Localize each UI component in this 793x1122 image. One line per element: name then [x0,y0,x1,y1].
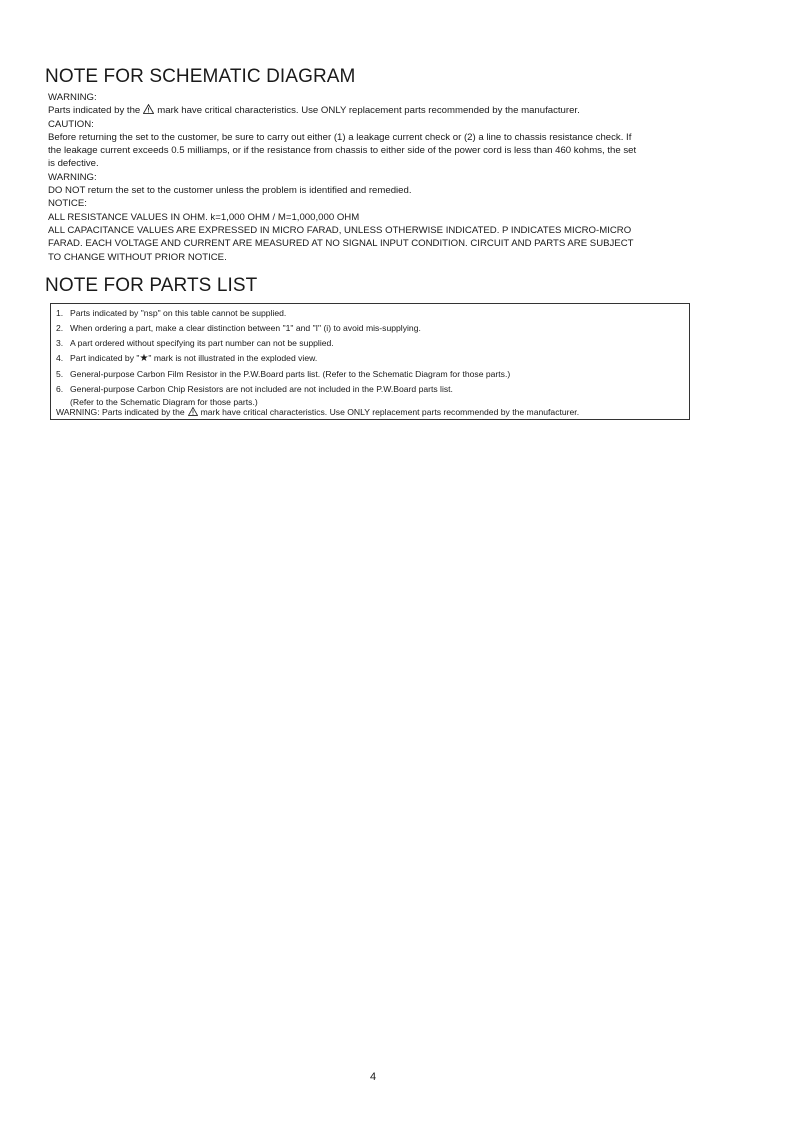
list-item-subtext: (Refer to the Schematic Diagram for those parts.) [70,397,258,408]
warning-text-post: mark have critical characteristics. Use ONLY replacement parts recommended by the manufacturer. [157,105,580,117]
list-item [56,367,510,382]
list-item-number: 1. [56,308,64,318]
list-item-text: A part ordered without specifying its part number can not be supplied. [70,338,334,348]
list-item-number: 4. [56,353,64,363]
parts-notes-heading: NOTE FOR PARTS LIST [45,275,258,296]
parts-notes-box [50,303,690,420]
list-item [56,321,421,336]
caution-text-line: the leakage current exceeds 0.5 milliamps, or if the resistance from chassis to either side of the power cord is less than 460 kohms, the set [48,145,637,157]
list-item-number: 3. [56,338,64,348]
star-icon: ★ [139,353,149,364]
list-item-number: 5. [56,369,64,379]
caution-label: CAUTION: [48,118,94,130]
notice-text-line: ALL RESISTANCE VALUES IN OHM. k=1,000 OHM / M=1,000,000 OHM [48,211,360,223]
warning-text [48,104,708,117]
schematic-notes-heading: NOTE FOR SCHEMATIC DIAGRAM [45,66,356,87]
caution-text-line: is defective. [48,158,99,170]
schematic-notes-body [48,91,708,264]
list-item-text: Parts indicated by "nsp" on this table cannot be supplied. [70,308,287,318]
warning-triangle-icon [188,407,198,416]
list-item-number: 6. [56,384,64,394]
list-item [56,382,453,407]
parts-warning-post: mark have critical characteristics. Use ONLY replacement parts recommended by the manufacturer. [200,407,580,417]
list-item-text: Part indicated by " [70,353,140,363]
list-item-text: When ordering a part, make a clear distinction between "1" and "I" (i) to avoid mis-supplying. [70,323,421,333]
caution-text-line: Before returning the set to the customer, be sure to carry out either (1) a leakage current check or (2) a line to chassis resistance check. If [48,131,632,143]
list-item-number: 2. [56,323,64,333]
parts-warning-pre: WARNING: Parts indicated by the [56,407,185,417]
list-item-text: General-purpose Carbon Film Resistor in the P.W.Board parts list. (Refer to the Schematic Diagram for those parts.) [70,369,511,379]
notice-label: NOTICE: [48,198,87,210]
notice-text-line: FARAD. EACH VOLTAGE AND CURRENT ARE MEASURED AT NO SIGNAL INPUT CONDITION. CIRCUIT AND PARTS ARE SUBJECT [48,238,634,250]
list-item [56,306,286,321]
list-item-text: " mark is not illustrated in the exploded view. [148,353,318,363]
notice-text-line: TO CHANGE WITHOUT PRIOR NOTICE. [48,251,227,263]
notice-text-line: ALL CAPACITANCE VALUES ARE EXPRESSED IN MICRO FARAD, UNLESS OTHERWISE INDICATED. P INDICATES MICRO-MICRO [48,224,632,236]
warning-text-pre: Parts indicated by the [48,105,141,117]
list-item [56,351,317,366]
list-item-text: General-purpose Carbon Chip Resistors are not included are not included in the P.W.Board parts list. [70,384,453,394]
warning-label: WARNING: [48,92,97,103]
parts-warning [56,405,579,420]
page-number: 4 [369,1071,377,1083]
warning-triangle-icon [143,104,154,114]
list-item [56,336,334,351]
warning-text: DO NOT return the set to the customer unless the problem is identified and remedied. [48,185,412,197]
warning-label: WARNING: [48,171,97,183]
